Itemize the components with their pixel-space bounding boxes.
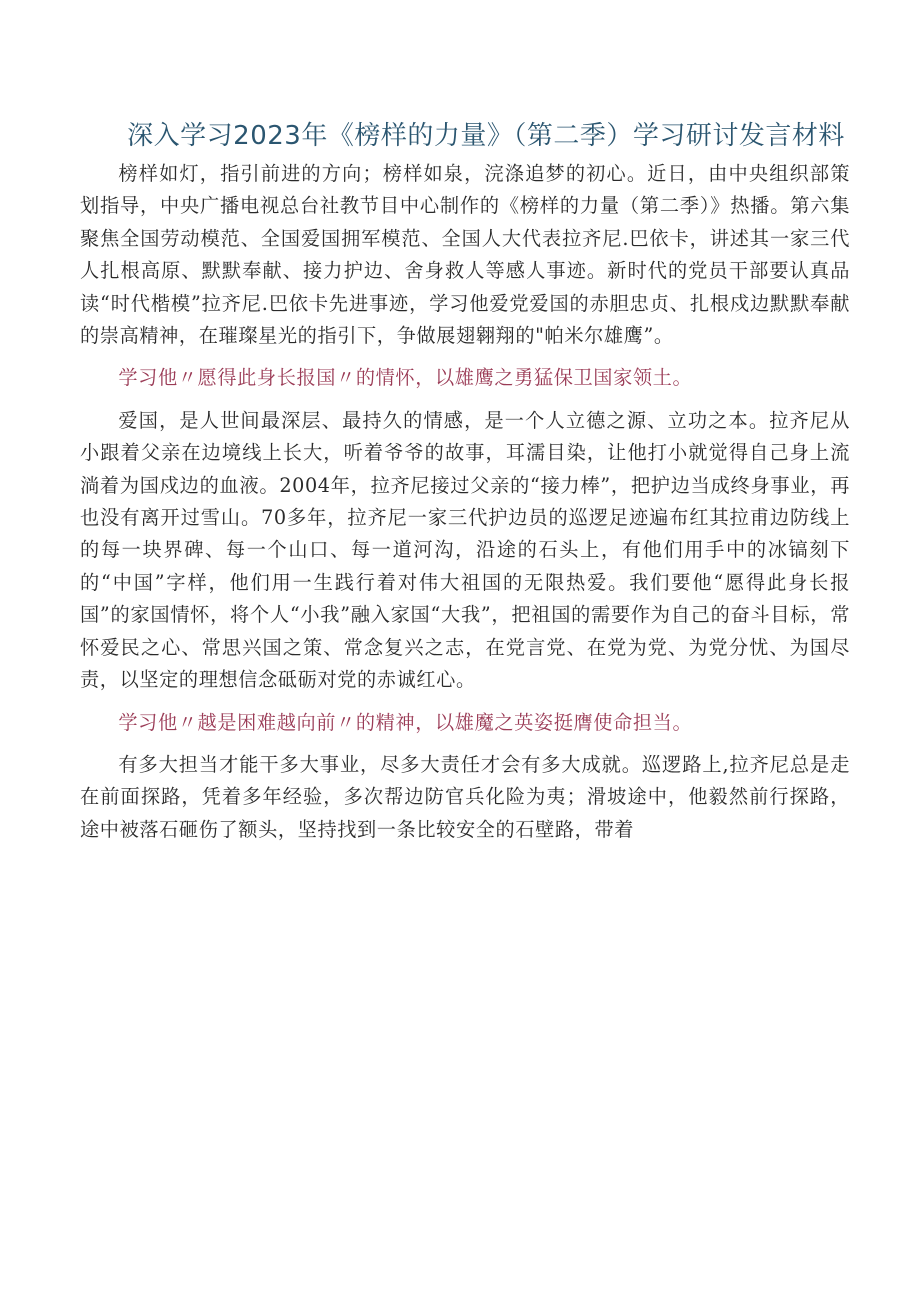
document-title: 深入学习2023年《榜样的力量》（第二季）学习研讨发言材料 [127, 121, 845, 151]
section-heading-2: 学习他〃越是困难越向前〃的精神，以雄魔之英姿挺膺使命担当。 [118, 710, 693, 734]
section-2-paragraph: 有多大担当才能干多大事业，尽多大责任才会有多大成就。巡逻路上,拉齐尼总是走在前面探路，凭着多年经验，多次帮边防官兵化险为夷；滑坡途中，他毅然前行探路，途中被落石砸伤了额头，坚持找到一条比较安全的石壁路，带着 [80, 752, 850, 841]
document-page [80, 116, 850, 846]
section-1-paragraph: 爱国，是人世间最深层、最持久的情感，是一个人立德之源、立功之本。拉齐尼从小跟着父亲在边境线上长大，听着爷爷的故事，耳濡目染，让他打小就觉得自己身上流淌着为国戍边的血液。2004年，拉齐尼接过父亲的“接力棒”，把护边当成终身事业，再也没有离开过雪山。70多年，拉齐尼一家三代护边员的巡逻足迹遍布红其拉甫边防线上的每一块界碑、每一个山口、每一道河沟，沿途的石头上，有他们用手中的冰镐刻下的“中国”字样，他们用一生践行着对伟大祖国的无限热爱。我们要他“愿得此身长报国”的家国情怀，将个人“小我”融入家国“大我”，把祖国的需要作为自己的奋斗目标，常怀爱民之心、常思兴国之策、常念复兴之志，在党言党、在党为党、为党分忧、为国尽责，以坚定的理想信念砥砺对党的赤诚红心。 [80, 408, 850, 692]
section-heading-1: 学习他〃愿得此身长报国〃的情怀，以雄鹰之勇猛保卫国家领土。 [118, 366, 693, 390]
intro-paragraph: 榜样如灯，指引前进的方向；榜样如泉，浣涤追梦的初心。近日，由中央组织部策划指导，中央广播电视总台社教节目中心制作的《榜样的力量（第二季）》热播。第六集聚焦全国劳动模范、全国爱国拥军模范、全国人大代表拉齐尼.巴依卡，讲述其一家三代人扎根高原、默默奉献、接力护边、舍身救人等感人事迹。新时代的党员干部要认真品读“时代楷模”拉齐尼.巴依卡先进事迹，学习他爱党爱国的赤胆忠贞、扎根戍边默默奉献的崇高精神，在璀璨星光的指引下，争做展翅翱翔的"帕米尔雄鹰”。 [80, 162, 850, 348]
title-block [80, 116, 850, 156]
